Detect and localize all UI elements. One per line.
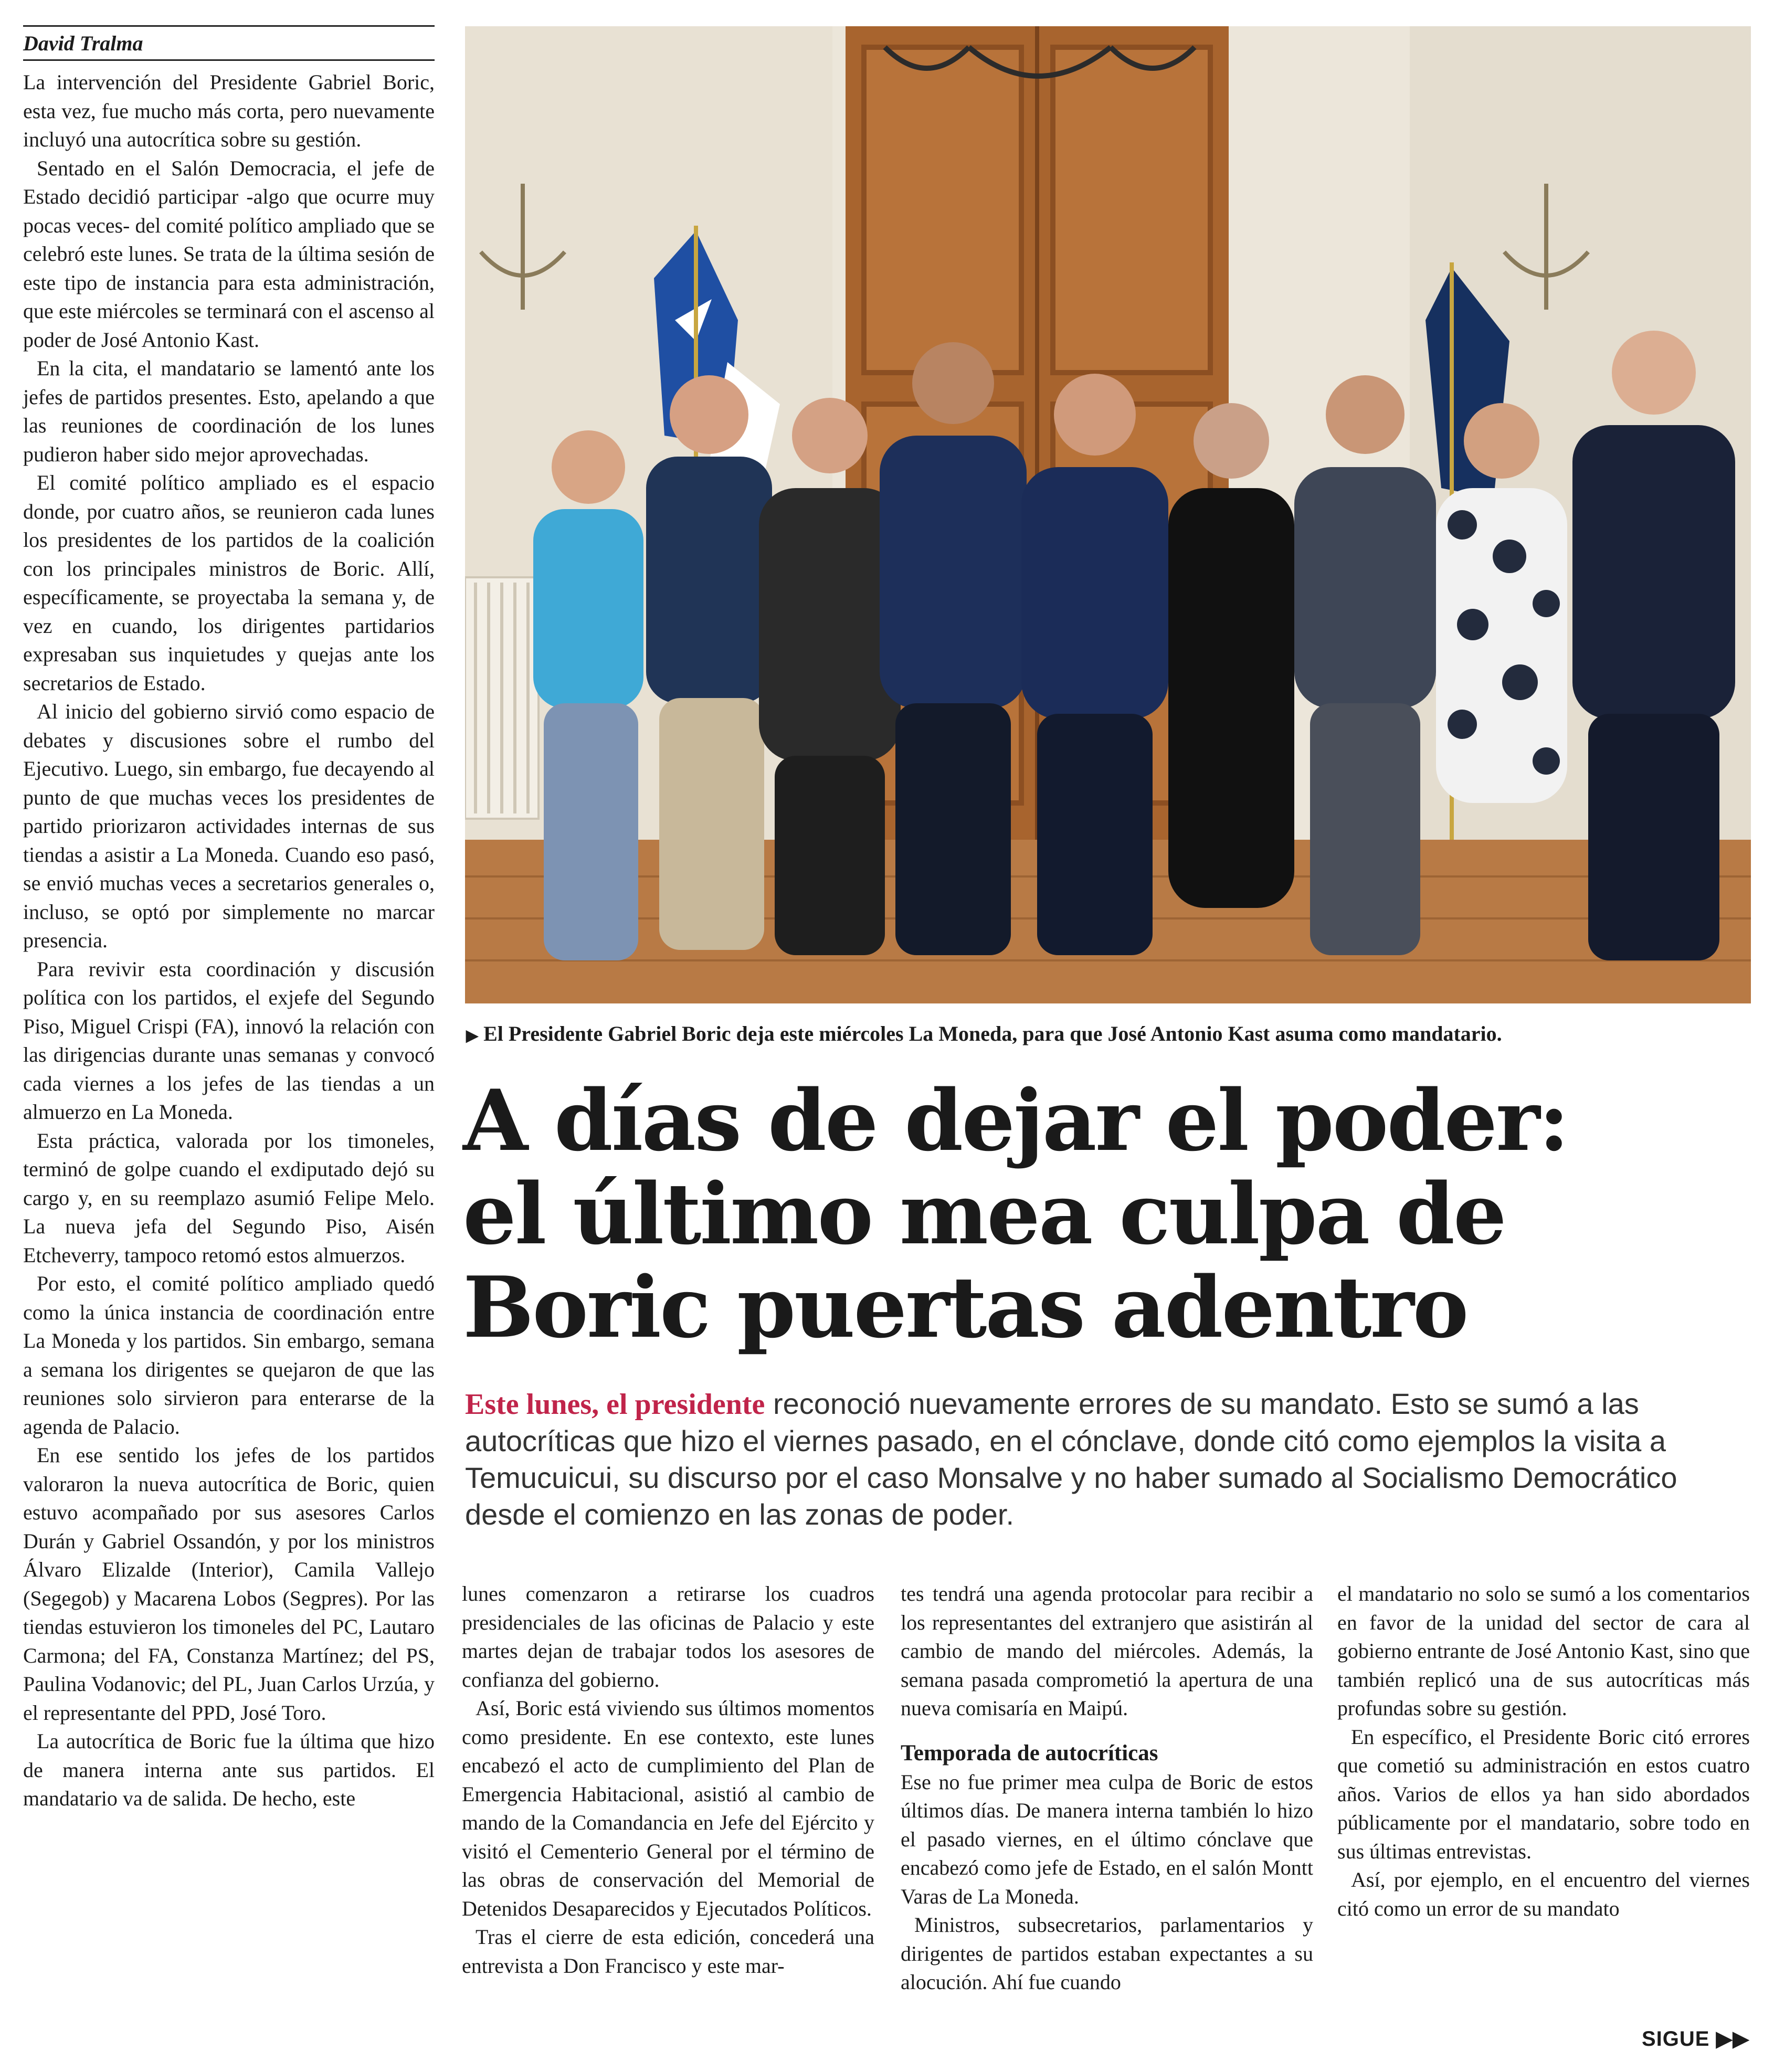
column-paragraph: el mandatario no solo se sumó a los comentarios en favor de la unidad del sector de cara al gobierno entrante de José Antonio Kast, sino que también replicó una de sus autocríticas más profundas sobre su gestión. [1337, 1582, 1750, 1720]
column-paragraph: lunes comenzaron a retirarse los cuadros presidenciales de las oficinas de Palacio y este martes dejan de trabajar todos los asesores de confianza del gobierno. [462, 1582, 874, 1692]
photo-caption [466, 1021, 1752, 1049]
double-arrow-icon: ▶▶ [1716, 2027, 1750, 2050]
column-paragraph: Ese no fue primer mea culpa de Boric de estos últimos días. De manera interna también lo hizo el pasado viernes, en el último cónclave que encabezó como jefe de Estado, en el salón Montt Varas de La Moneda. [901, 1770, 1313, 1908]
caption-text: El Presidente Gabriel Boric deja este miércoles La Moneda, para que José Antonio Kast asuma como mandatario. [483, 1022, 1502, 1045]
headline-line: el último mea culpa de [463, 1165, 1505, 1263]
column-paragraph: Así, Boric está viviendo sus últimos momentos como presidente. En ese contexto, este lunes encabezó el acto de cumplimiento del Plan de Emergencia Habitacional, asistió al cambio de mando de la Comandancia en Jefe del Ejército y visitó el Cementerio General por el término de las obras de conservación del Memorial de Detenidos Desaparecidos y Ejecutados Políticos. [462, 1696, 874, 1920]
byline: David Tralma [23, 25, 435, 61]
left-paragraph: Por esto, el comité político ampliado quedó como la única instancia de coordinación entre La Moneda y los partidos. Sin embargo, semana a semana los dirigentes se quejaron de que las reuniones solo sirvieron para enterarse de la agenda de Palacio. [23, 1272, 435, 1439]
subhead: Temporada de autocríticas [901, 1740, 1158, 1766]
left-paragraph: En ese sentido los jefes de los partidos valoraron la nueva autocrítica de Boric, quien estuvo acompañado por sus asesores Carlos Durán y Gabriel Ossandón, y por los ministros Álvaro Elizalde (Interior), Camila Vallejo (Segegob) y Macarena Lobos (Segpres). Por las tiendas estuvieron los timoneles del PC, Lautaro Carmona; del FA, Constanza Martínez; del PS, Paulina Vodanovic; del PL, Juan Carlos Urzúa, y el representante del PPD, José Toro. [23, 1443, 435, 1725]
left-paragraph: En la cita, el mandatario se lamentó ante los jefes de partidos presentes. Esto, apelando a que las reuniones de coordinación de los lunes pudieron haber sido mejor aprovechadas. [23, 356, 435, 466]
left-paragraph: Sentado en el Salón Democracia, el jefe de Estado decidió participar -algo que ocurre muy pocas veces- del comité político ampliado que se celebró este lunes. Se trata de la última sesión de este tipo de instancia para esta administración, que este miércoles se terminará con el ascenso al poder de José Antonio Kast. [23, 156, 435, 352]
left-paragraph: El comité político ampliado es el espacio donde, por cuatro años, se reunieron cada lunes los presidentes de los partidos de la coalición con los principales ministros de Boric. Allí, específicamente, se proyectaba la semana y, de vez en cuando, los dirigentes partidarios expresaban sus inquietudes y quejas ante los secretarios de Estado. [23, 471, 435, 695]
column-4 [1337, 1580, 1750, 1923]
headline-line: Boric puertas adentro [463, 1258, 1467, 1357]
left-paragraph: Para revivir esta coordinación y discusión política con los partidos, el exjefe del Segundo Piso, Miguel Crispi (FA), innovó la relación con las dirigencias durante unas semanas y convocó cada viernes a los jefes de las tiendas a un almuerzo en La Moneda. [23, 957, 435, 1124]
lede [465, 1386, 1746, 1533]
column-3 [901, 1580, 1313, 1997]
left-column [23, 25, 435, 1813]
headline-line: A días de dejar el poder: [463, 1071, 1568, 1170]
column-paragraph: tes tendrá una agenda protocolar para recibir a los representantes del extranjero que asistirán al cambio de mando del miércoles. Además, la semana pasada comprometió la apertura de una nueva comisaría en Maipú. [901, 1582, 1313, 1720]
headline [463, 1071, 1754, 1357]
continues-marker [1642, 2027, 1749, 2051]
left-paragraph: Al inicio del gobierno sirvió como espacio de debates y discusiones sobre el rumbo del Ejecutivo. Luego, sin embargo, fue decayendo al punto de que muchas veces los presidentes de partido priorizaron actividades internas de sus tiendas a asistir a La Moneda. Cuando eso pasó, se envió muchas veces a secretarios generales o, incluso, se optó por simplemente no marcar presencia. [23, 700, 435, 952]
lede-lead-in: Este lunes, el presidente [465, 1388, 765, 1421]
left-paragraph: La intervención del Presidente Gabriel Boric, esta vez, fue mucho más corta, pero nuevamente incluyó una autocrítica sobre su gestión. [23, 70, 435, 151]
lede-text: reconoció nuevamente errores de su mandato. Esto se sumó a las autocríticas que hizo el viernes pasado, en el cónclave, donde citó como ejemplos la visita a Temucuicui, su discurso por el caso Monsalve y no haber sumado al Socialismo Democrático desde el comienzo en las zonas de poder. [465, 1387, 1677, 1531]
column-paragraph: En específico, el Presidente Boric citó errores que cometió su administración en estos cuatro años. Varios de ellos ya han sido abordados públicamente por el mandatario, sobre todo en sus últimas entrevistas. [1337, 1725, 1750, 1863]
group-portrait-illustration [465, 26, 1751, 1003]
news-photo [465, 26, 1751, 1003]
left-paragraph: La autocrítica de Boric fue la última que hizo de manera interna ante sus partidos. El mandatario va de salida. De hecho, este [23, 1729, 435, 1810]
continues-label: SIGUE [1642, 2027, 1710, 2050]
column-2 [462, 1580, 874, 1980]
left-paragraph: Esta práctica, valorada por los timoneles, terminó de golpe cuando el exdiputado dejó su cargo y, en su reemplazo asumió Felipe Melo. La nueva jefa del Segundo Piso, Aisén Etcheverry, tampoco retomó estos almuerzos. [23, 1128, 435, 1267]
caption-arrow-icon: ▶ [466, 1027, 479, 1044]
column-paragraph: Tras el cierre de esta edición, concederá una entrevista a Don Francisco y este mar- [462, 1925, 874, 1978]
column-paragraph: Ministros, subsecretarios, parlamentarios y dirigentes de partidos estaban expectantes a su alocución. Ahí fue cuando [901, 1913, 1313, 1994]
column-paragraph: Así, por ejemplo, en el encuentro del viernes citó como un error de su mandato [1337, 1868, 1750, 1920]
